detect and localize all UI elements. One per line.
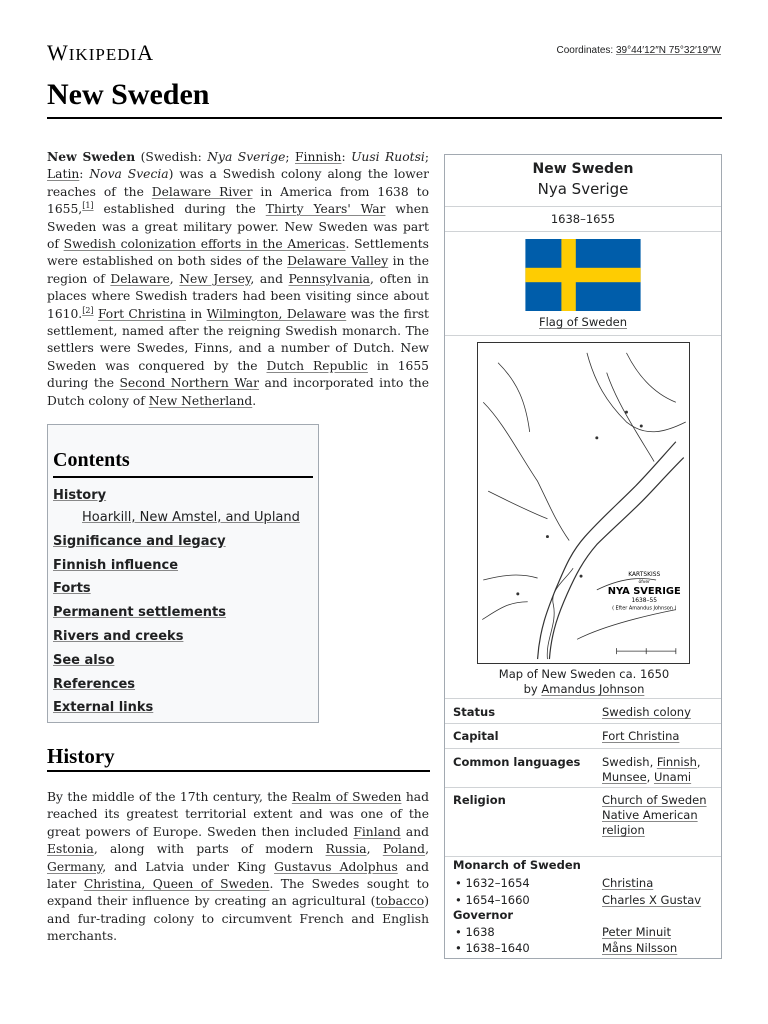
religion-value: [602, 793, 712, 838]
link-latin[interactable]: Latin: [47, 167, 80, 182]
map-title-line-1: KARTSKISS: [627, 572, 660, 579]
coordinates-link[interactable]: 39°44′12″N 75°32′19″W: [615, 45, 721, 56]
link-fort-christina[interactable]: Fort Christina: [97, 306, 186, 321]
link-poland[interactable]: Poland: [382, 842, 426, 857]
religion-label: Religion: [453, 793, 506, 807]
infobox-row-languages: [445, 748, 722, 787]
infobox-row-capital: [445, 723, 722, 748]
link-unami[interactable]: Unami: [653, 770, 692, 784]
coordinates: Coordinates: 39°44′12″N 75°32′19″W: [556, 45, 721, 56]
ref-1[interactable]: [1]: [82, 201, 94, 211]
toc-title: Contents: [53, 449, 313, 478]
link-germany[interactable]: Germany: [47, 859, 103, 874]
flag-cross-horizontal: [525, 268, 640, 282]
link-wilmington[interactable]: Wilmington, Delaware: [206, 306, 347, 321]
infobox-title: New Sweden: [532, 161, 634, 177]
history-divider: [47, 770, 430, 772]
link-tobacco[interactable]: tobacco: [375, 894, 425, 909]
link-peter-minuit[interactable]: Peter Minuit: [602, 925, 671, 939]
toc-item-finnish-influence[interactable]: Finnish influence: [53, 557, 179, 573]
link-second-northern-war[interactable]: Second Northern War: [119, 376, 260, 391]
monarch-2-years: • 1654–1660: [455, 893, 530, 907]
map-title-line-3: NYA SVERIGE: [607, 585, 681, 597]
flag-caption-link[interactable]: Flag of Sweden: [539, 315, 627, 329]
flag-of-sweden-image[interactable]: [522, 239, 644, 311]
link-amandus-johnson[interactable]: Amandus Johnson: [541, 682, 645, 696]
link-thirty-years-war[interactable]: Thirty Years' War: [265, 202, 386, 217]
wikipedia-logo[interactable]: WIKIPEDIA: [47, 40, 155, 65]
infobox-years: 1638–1655: [445, 207, 721, 232]
link-dutch-republic[interactable]: Dutch Republic: [266, 358, 368, 373]
intro-paragraph: New Sweden (Swedish: Nya Sverige; Finnish: Uusi Ruotsi; Latin: Nova Svecia) was a Swedish colony along the lower reaches of the Delaware River in America from 1638 to 1655,[1] established during the Thirty Years' War when Sweden was a great military power. New Sweden was part of Swedish colonization efforts in the Americas. Settlements were established on both sides of the Delaware Valley in the region of Delaware, New Jersey, and Pennsylvania, often in places where Swedish traders had been visiting since about 1610.[2] Fort Christina in Wilmington, Delaware was the first settlement, named after the reigning Swedish monarch. The settlers were Swedes, Finns, and a number of Dutch. New Sweden was conquered by the Dutch Republic in 1655 during the Second Northern War and incorporated into the Dutch colony of New Netherland.: [47, 149, 429, 408]
page-title: New Sweden: [47, 78, 210, 111]
toc-item-external-links[interactable]: External links: [53, 700, 154, 716]
link-delaware-river[interactable]: Delaware River: [151, 184, 253, 199]
link-finnish[interactable]: Finnish: [294, 150, 342, 164]
link-delaware[interactable]: Delaware: [110, 271, 170, 286]
link-estonia[interactable]: Estonia: [47, 842, 94, 857]
governor-2-years: • 1638–1640: [455, 941, 530, 955]
infobox-flag-section: [445, 232, 721, 336]
status-label: Status: [453, 705, 496, 719]
toc-item-rivers-creeks[interactable]: Rivers and creeks: [53, 628, 184, 644]
link-finland[interactable]: Finland: [353, 824, 401, 839]
link-finnish-language[interactable]: Finnish: [656, 755, 697, 769]
link-christina[interactable]: Christina: [602, 876, 654, 890]
map-title-line-2: öfver: [638, 580, 650, 585]
toc-item-hoarkill[interactable]: Hoarkill, New Amstel, and Upland: [82, 509, 300, 525]
capital-value-link[interactable]: Fort Christina: [602, 729, 680, 743]
link-mans-nilsson[interactable]: Måns Nilsson: [602, 941, 678, 955]
ref-2[interactable]: [2]: [82, 305, 94, 315]
link-gustavus-adolphus[interactable]: Gustavus Adolphus: [274, 859, 398, 874]
link-new-netherland[interactable]: New Netherland: [148, 393, 253, 408]
status-value-link[interactable]: Swedish colony: [602, 705, 691, 719]
toc-item-permanent-settlements[interactable]: Permanent settlements: [53, 605, 226, 621]
link-swedish-colonization[interactable]: Swedish colonization efforts in the Americas: [63, 237, 346, 252]
language-swedish: Swedish: [602, 755, 650, 769]
map-caption: Map of New Sweden ca. 1650 by Amandus Johnson: [498, 667, 670, 696]
link-delaware-valley[interactable]: Delaware Valley: [287, 254, 389, 269]
governor-label: Governor: [453, 908, 514, 922]
link-russia[interactable]: Russia: [325, 842, 367, 857]
infobox-row-status: [445, 698, 722, 723]
governor-1-years: • 1638: [455, 925, 495, 939]
capital-label: Capital: [453, 729, 499, 743]
toc-item-see-also[interactable]: See also: [53, 652, 115, 668]
infobox-native-name: Nya Sverige: [537, 180, 629, 198]
monarch-label: Monarch of Sweden: [453, 858, 581, 872]
link-native-american-religion[interactable]: Native American religion: [602, 808, 698, 837]
toc-item-significance[interactable]: Significance and legacy: [53, 533, 226, 549]
infobox-row-monarch: [445, 856, 722, 908]
map-title-line-4: 1638–55: [630, 597, 657, 604]
title-divider: [47, 117, 722, 119]
languages-label: Common languages: [453, 755, 581, 769]
link-charles-x-gustav[interactable]: Charles X Gustav: [602, 893, 702, 907]
languages-value: Swedish, Finnish, Munsee, Unami: [602, 755, 701, 784]
toc-item-forts[interactable]: Forts: [53, 581, 91, 597]
infobox-row-religion: [445, 787, 722, 856]
new-sweden-map-image[interactable]: [477, 342, 690, 664]
infobox: [444, 154, 722, 959]
link-christina-queen[interactable]: Christina, Queen of Sweden: [83, 877, 270, 892]
monarch-1-years: • 1632–1654: [455, 876, 530, 890]
link-new-jersey[interactable]: New Jersey: [179, 271, 251, 286]
history-paragraph: By the middle of the 17th century, the Realm of Sweden had reached its greatest territorial extent and was one of the great powers of Europe. Sweden then included Finland and Estonia, along with parts of modern Russia, Poland, Germany, and Latvia under King Gustavus Adolphus and later Christina, Queen of Sweden. The Swedes sought to expand their influence by creating an agricultural (tobacco) and fur-trading colony to circumvent French and English merchants.: [47, 790, 429, 944]
infobox-map-section: [445, 336, 721, 612]
infobox-row-governor: [445, 906, 722, 959]
link-munsee[interactable]: Munsee: [602, 770, 647, 784]
toc-item-references[interactable]: References: [53, 676, 136, 692]
map-title-line-5: ( Efter Amandus Johnson ): [611, 605, 676, 612]
table-of-contents: [47, 424, 319, 723]
link-church-of-sweden[interactable]: Church of Sweden: [602, 793, 707, 807]
history-heading: History: [47, 744, 115, 768]
link-pennsylvania[interactable]: Pennsylvania: [288, 271, 371, 286]
link-realm-of-sweden[interactable]: Realm of Sweden: [291, 790, 402, 804]
toc-item-history[interactable]: History: [53, 488, 107, 503]
infobox-header: [445, 155, 721, 207]
